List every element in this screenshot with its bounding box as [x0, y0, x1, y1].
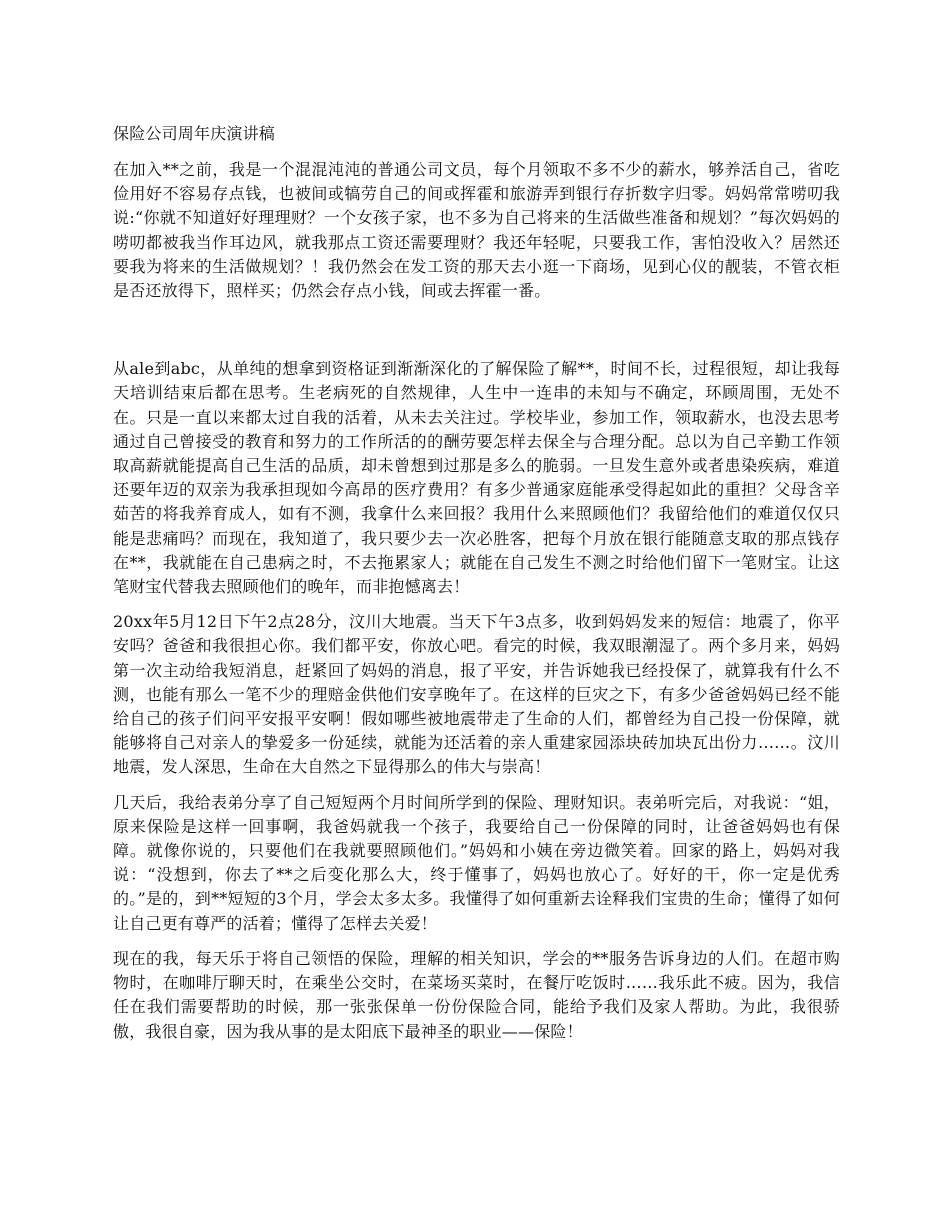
- document-page: [113, 122, 840, 1055]
- paragraph-1: 在加入**之前，我是一个混混沌沌的普通公司文员，每个月领取不多不少的薪水，够养活自己，省吃俭用好不容易存点钱，也被间或犒劳自己的间或挥霍和旅游弄到银行存折数字归零。妈妈常常唠叨我说:“你就不知道好好理理财？一个女孩子家，也不多为自己将来的生活做些准备和规划？”每次妈妈的唠叨都被我当作耳边风，就我那点工资还需要理财？我还年轻呢，只要我工作，害怕没收入？居然还要我为将来的生活做规划？！我仍然会在发工资的那天去小逛一下商场，见到心仪的靓装，不管衣柜是否还放得下，照样买；仍然会存点小钱，间或去挥霍一番。: [113, 160, 840, 301]
- paragraph-5: 现在的我，每天乐于将自己领悟的保险，理解的相关知识，学会的**服务告诉身边的人们。在超市购物时，在咖啡厅聊天时，在乘坐公交时，在菜场买菜时，在餐厅吃饭时……我乐此不疲。因为，我信任在我们需要帮助的时候，那一张张保单一份份保险合同，能给予我们及家人帮助。为此，我很骄傲，我很自豪，因为我从事的是太阳底下最神圣的职业——保险！: [113, 948, 840, 1041]
- document-title: 保险公司周年庆演讲稿: [113, 124, 276, 143]
- paragraph-2: 从ale到abc，从单纯的想拿到资格证到渐渐深化的了解保险了解**，时间不长，过程很短，却让我每天培训结束后都在思考。生老病死的自然规律，人生中一连串的未知与不确定，环顾周围，无处不在。只是一直以来都太过自我的活着，从未去关注过。学校毕业，参加工作，领取薪水，也没去思考通过自己曾接受的教育和努力的工作所活的的酬劳要怎样去保全与合理分配。总以为自己辛勤工作领取高薪就能提高自己生活的品质，却未曾想到过那是多么的脆弱。一旦发生意外或者患染疾病，难道还要年迈的双亲为我承担现如今高昂的医疗费用？有多少普通家庭能承受得起如此的重担？父母含辛茹苦的将我养育成人，如有不测，我拿什么来回报？我用什么来照顾他们？我留给他们的难道仅仅只能是悲痛吗？而现在，我知道了，我只要少去一次必胜客，把每个月放在银行能随意支取的那点钱存在**，我就能在自己患病之时，不去拖累家人；就能在自己发生不测之时给他们留下一笔财宝。让这笔财宝代替我去照顾他们的晚年，而非抱憾离去！: [113, 359, 840, 597]
- paragraph-3: 20xx年5月12日下午2点28分，汶川大地震。当天下午3点多，收到妈妈发来的短信：地震了，你平安吗？爸爸和我很担心你。我们都平安，你放心吧。看完的时候，我双眼潮湿了。两个多月来，妈妈第一次主动给我短消息，赶紧回了妈妈的消息，报了平安，并告诉她我已经投保了，就算我有什么不测，也能有那么一笔不少的理赔金供他们安享晚年了。在这样的巨灾之下，有多少爸爸妈妈已经不能给自己的孩子们问平安报平安啊！假如哪些被地震带走了生命的人们，都曾经为自己投一份保障，就能够将自己对亲人的挚爱多一份延续，就能为还活着的亲人重建家园添块砖加块瓦出份力……。汶川地震，发人深思，生命在大自然之下显得那么的伟大与崇高！: [113, 612, 840, 777]
- paragraph-spacer: [113, 314, 840, 357]
- paragraph-4: 几天后，我给表弟分享了自己短短两个月时间所学到的保险、理财知识。表弟听完后，对我说：“姐，原来保险是这样一回事啊，我爸妈就我一个孩子，我要给自己一份保障的同时，让爸爸妈妈也有保障。就像你说的，只要他们在我就要照顾他们。”妈妈和小姨在旁边微笑着。回家的路上，妈妈对我说：“没想到，你去了**之后变化那么大，终于懂事了，妈妈也放心了。好好的干，你一定是优秀的。”是的，到**短短的3个月，学会太多太多。我懂得了如何重新去诠释我们宝贵的生命；懂得了如何让自己更有尊严的活着；懂得了怎样去关爱！: [113, 792, 840, 933]
